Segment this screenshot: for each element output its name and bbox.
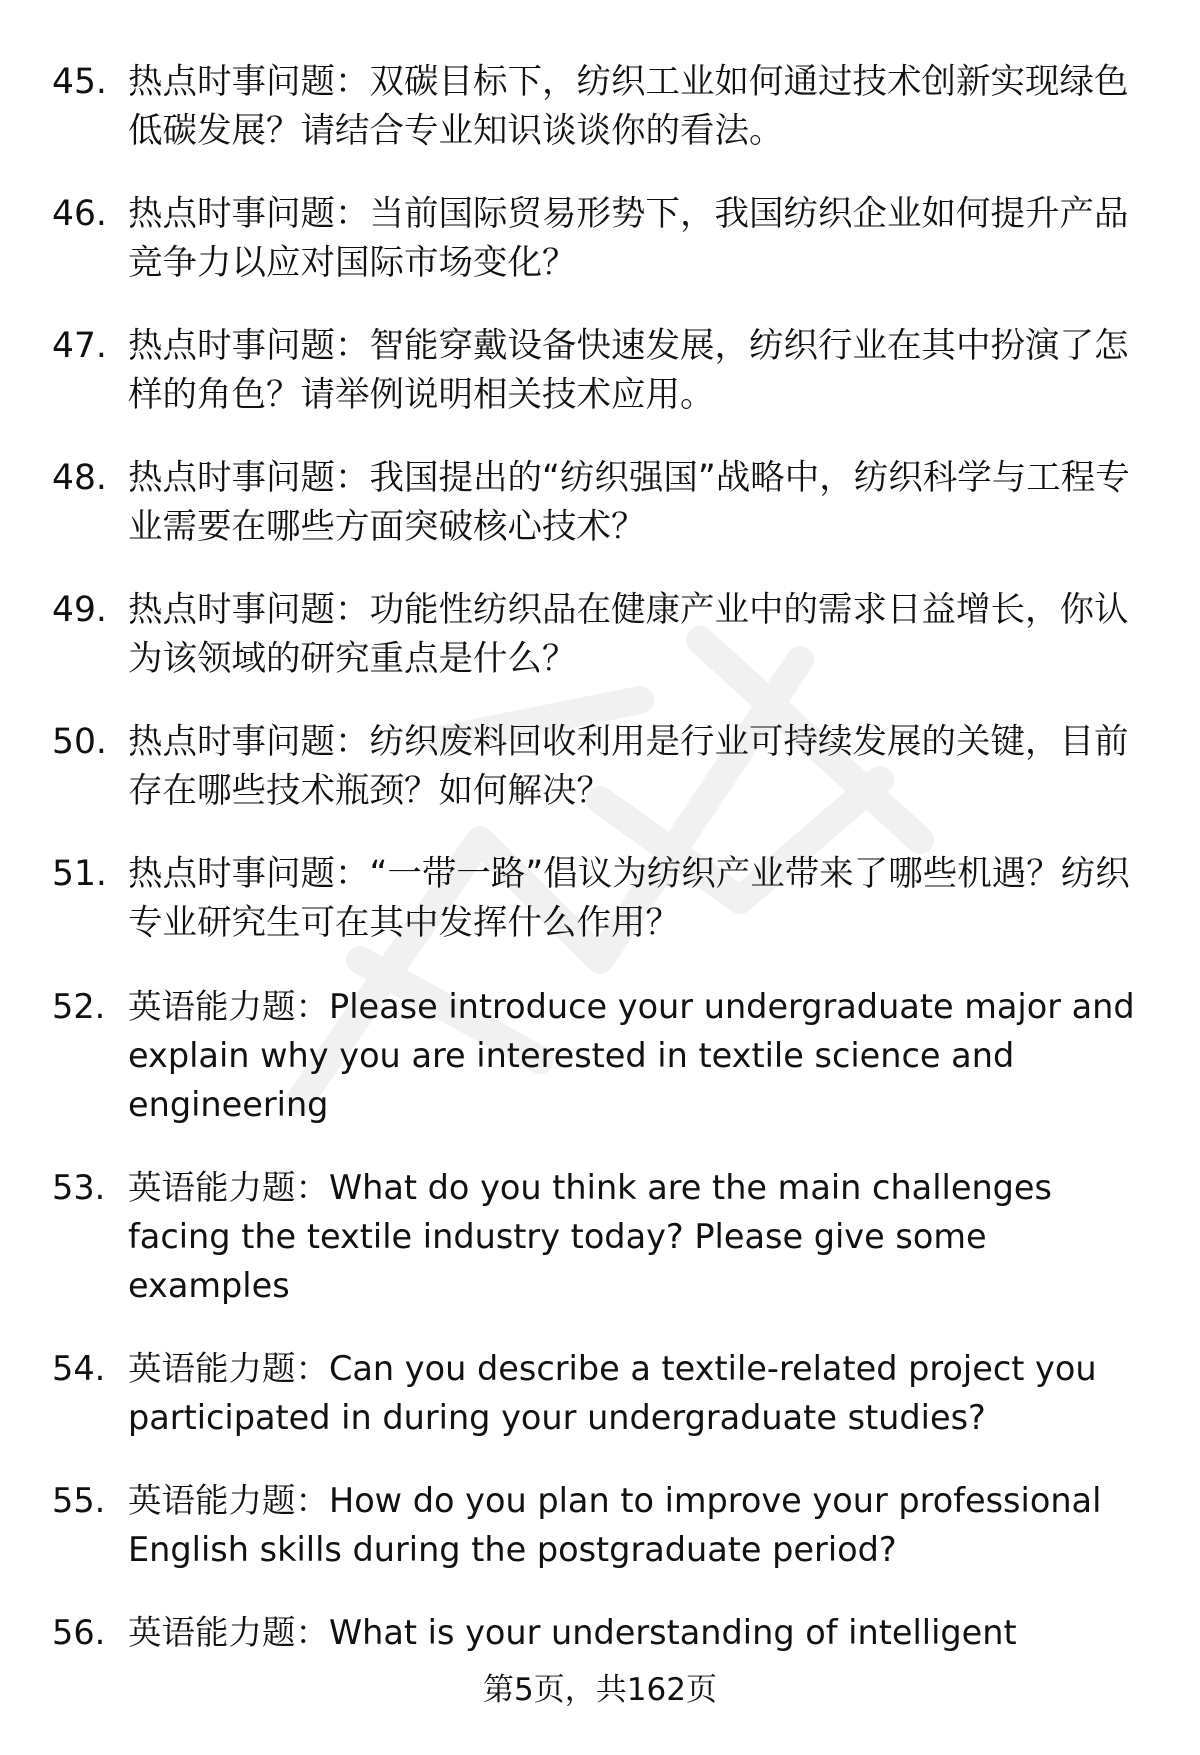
question-text: 热点时事问题：我国提出的“纺织强国”战略中，纺织科学与工程专业需要在哪些方面突破核心技术？ [128, 458, 1130, 547]
question-text: 英语能力题：Can you describe a textile-related project you participated in during your undergraduate studies? [128, 1349, 1097, 1437]
question-text: 热点时事问题：功能性纺织品在健康产业中的需求日益增长，你认为该领域的研究重点是什么？ [128, 590, 1129, 679]
question-number: 53. [52, 1168, 106, 1207]
question-number: 49. [52, 590, 107, 630]
question-text: 英语能力题：How do you plan to improve your professional English skills during the postgraduate period? [128, 1481, 1102, 1569]
question-text: 热点时事问题：纺织废料回收利用是行业可持续发展的关键，目前存在哪些技术瓶颈？如何解决？ [128, 722, 1129, 811]
question-number: 56. [52, 1613, 106, 1652]
list-item [0, 454, 1148, 552]
question-number: 54. [52, 1349, 106, 1388]
list-item [0, 1163, 1148, 1310]
question-number: 46. [52, 194, 107, 234]
question-text: 英语能力题：What do you think are the main challenges facing the textile industry today? Please give some examples [128, 1168, 1052, 1305]
question-number: 50. [52, 722, 107, 762]
list-item [0, 1476, 1148, 1574]
question-number: 47. [52, 326, 107, 366]
list-item [0, 718, 1148, 816]
question-text: 英语能力题：Please introduce your undergraduate major and explain why you are interested in textile science and engineering [128, 987, 1135, 1124]
list-item [0, 322, 1148, 420]
question-number: 48. [52, 458, 107, 498]
question-number: 55. [52, 1481, 106, 1520]
question-text: 热点时事问题：智能穿戴设备快速发展，纺织行业在其中扮演了怎样的角色？请举例说明相关技术应用。 [128, 326, 1129, 415]
question-text: 英语能力题：What is your understanding of intelligent [128, 1613, 1017, 1652]
list-item [0, 1344, 1148, 1442]
question-list [0, 58, 1200, 1691]
list-item [0, 850, 1148, 948]
question-text: 热点时事问题：双碳目标下，纺织工业如何通过技术创新实现绿色低碳发展？请结合专业知识谈谈你的看法。 [128, 62, 1129, 151]
question-text: 热点时事问题：“一带一路”倡议为纺织产业带来了哪些机遇？纺织专业研究生可在其中发挥什么作用？ [128, 854, 1130, 943]
question-number: 45. [52, 62, 107, 102]
question-number: 52. [52, 987, 106, 1026]
list-item [0, 1608, 1148, 1657]
list-item [0, 58, 1148, 156]
list-item [0, 586, 1148, 684]
question-number: 51. [52, 854, 107, 894]
question-text: 热点时事问题：当前国际贸易形势下，我国纺织企业如何提升产品竞争力以应对国际市场变化？ [128, 194, 1129, 283]
list-item [0, 982, 1148, 1129]
page-number-footer: 第5页，共162页 [483, 1672, 717, 1708]
list-item [0, 190, 1148, 288]
